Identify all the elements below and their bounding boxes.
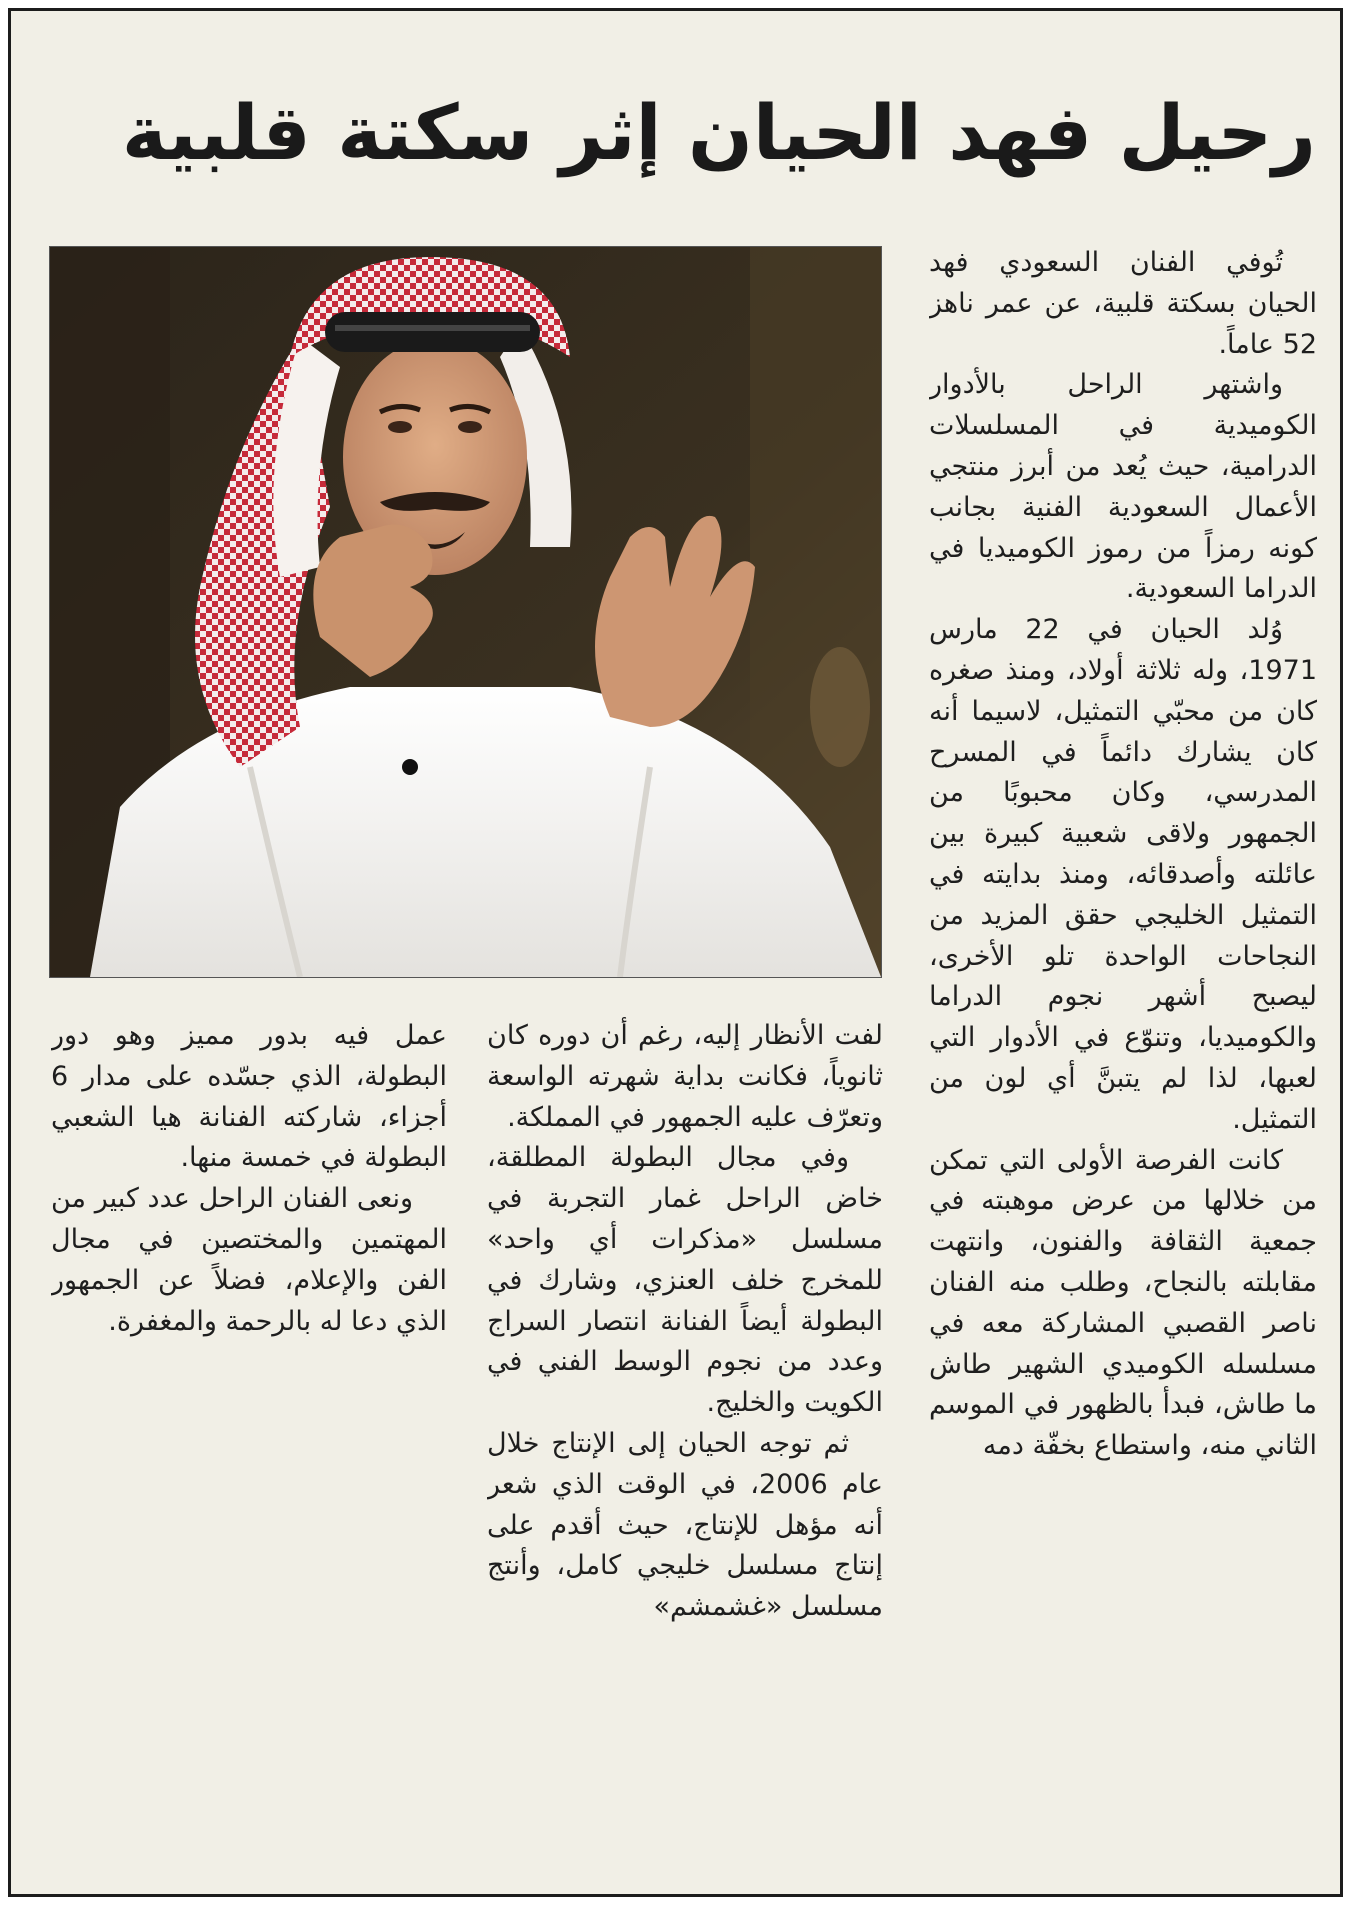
paragraph: واشتهر الراحل بالأدوار الكوميدية في المسلسلات الدرامية، حيث يُعد من أبرز منتجي الأعمال السعودية الفنية بجانب كونه رمزاً من رموز الكوميديا في الدراما السعودية.: [929, 369, 1317, 605]
headline: رحيل فهد الحيان إثر سكتة قلبية: [121, 88, 1316, 177]
paragraph: عمل فيه بدور مميز وهو دور البطولة، الذي جسّده على مدار 6 أجزاء، شاركته الفنانة هيا الشعبي البطولة في خمسة منها.: [51, 1020, 447, 1174]
article-photo: [49, 246, 882, 978]
paragraph: ونعى الفنان الراحل عدد كبير من المهتمين والمختصين في مجال الفن والإعلام، فضلاً عن الجمهور الذي دعا له بالرحمة والمغفرة.: [51, 1183, 447, 1337]
paragraph: تُوفي الفنان السعودي فهد الحيان بسكتة قلبية، عن عمر ناهز 52 عاماً.: [929, 247, 1317, 360]
newspaper-clipping: [8, 8, 1343, 1897]
text-column-middle: [487, 1016, 883, 1856]
paragraph: لفت الأنظار إليه، رغم أن دوره كان ثانوياً، فكانت بداية شهرته الواسعة وتعرّف عليه الجمهور في المملكة.: [487, 1020, 883, 1133]
paragraph: وفي مجال البطولة المطلقة، خاض الراحل غمار التجربة في مسلسل «مذكرات أي واحد» للمخرج خلف العنزي، وشارك في البطولة أيضاً الفنانة انتصار السراج وعدد من نجوم الوسط الفني في الكويت والخليج.: [487, 1142, 883, 1419]
paragraph: ثم توجه الحيان إلى الإنتاج خلال عام 2006، في الوقت الذي شعر أنه مؤهل للإنتاج، حيث أقدم على إنتاج مسلسل خليجي كامل، وأنتج مسلسل «غشمشم»: [487, 1427, 883, 1623]
portrait-image: [50, 247, 881, 977]
paragraph: كانت الفرصة الأولى التي تمكن من خلالها من عرض موهبته في جمعية الثقافة والفنون، وانتهت مقابلته بالنجاح، وطلب منه الفنان ناصر القصبي المشاركة معه في مسلسله الكوميدي الشهير طاش ما طاش، فبدأ بالظهور في الموسم الثاني منه، واستطاع بخفّة دمه: [929, 1144, 1317, 1462]
text-column-left: [51, 1016, 447, 1636]
paragraph: وُلد الحيان في 22 مارس 1971، وله ثلاثة أولاد، ومنذ صغره كان من محبّي التمثيل، لاسيما أنه كان يشارك دائماً في المسرح المدرسي، وكان محبوبًا من الجمهور ولاقى شعبية كبيرة بين عائلته وأصدقائه، ومنذ بدايته في التمثيل الخليجي حقق المزيد من النجاحات الواحدة تلو الأخرى، ليصبح أشهر نجوم الدراما والكوميديا، وتنوّع في الأدوار التي لعبها، لذا لم يتبنَّ أي لون من التمثيل.: [929, 614, 1317, 1135]
text-column-right: [929, 243, 1317, 1868]
